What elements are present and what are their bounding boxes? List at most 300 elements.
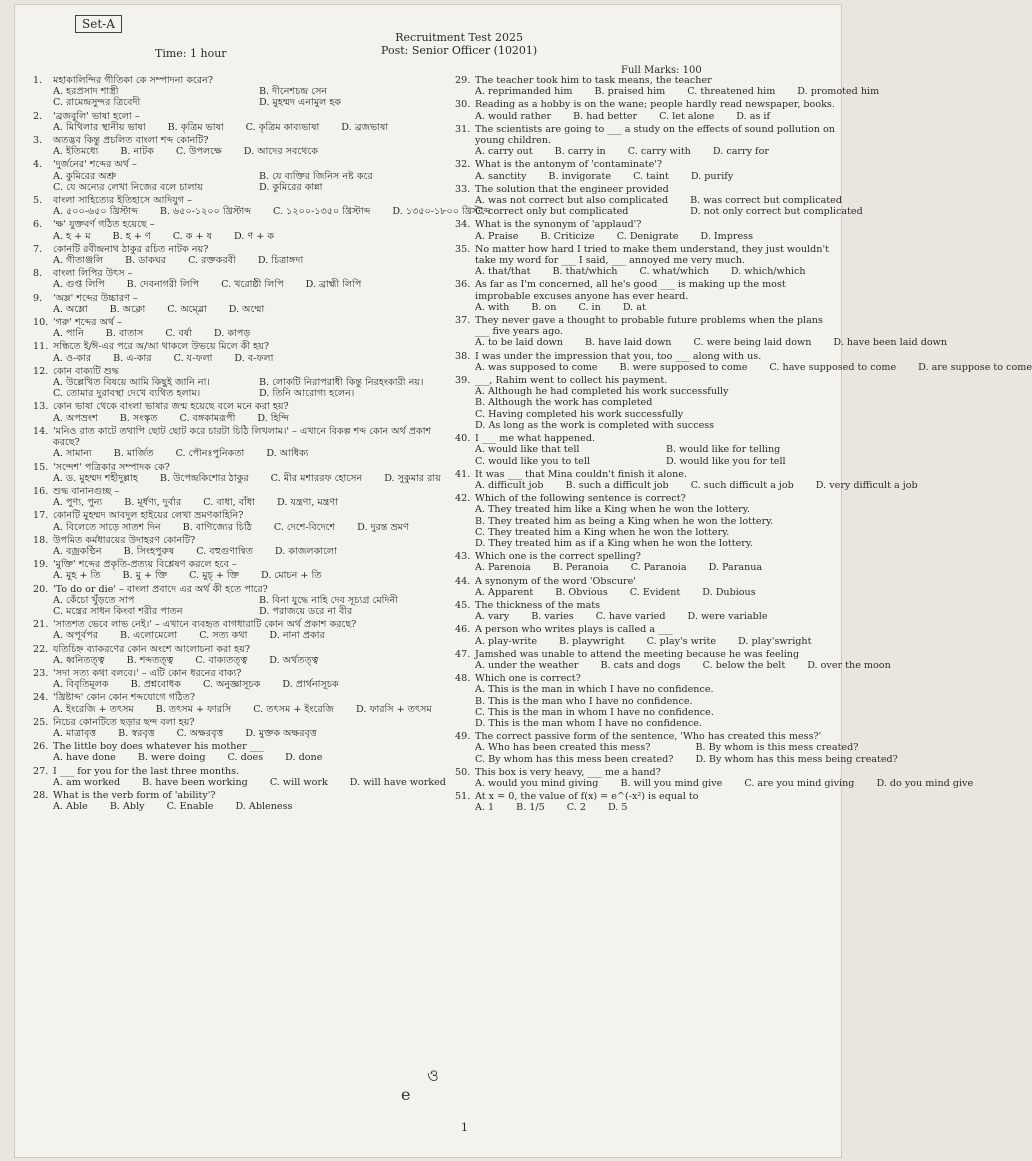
question-stem	[455, 351, 835, 362]
question-item	[33, 510, 443, 532]
answer-option: A. ইংরেজি + তৎসম	[53, 703, 134, 715]
answer-option: D. Paranua	[708, 562, 763, 574]
question-text: 'ব্রজবুলি' ভাষা হলো –	[53, 110, 140, 122]
question-stem	[33, 741, 443, 752]
options-row	[455, 444, 835, 466]
question-item	[33, 619, 443, 641]
answer-option: C. would like you to tell	[475, 455, 590, 467]
answer-option: A. ধ্বনিতত্ত্ব	[53, 654, 105, 666]
question-number: 26.	[33, 741, 49, 753]
question-stem	[455, 159, 835, 170]
answer-option: C. play's write	[646, 635, 717, 647]
options-row	[455, 231, 835, 242]
answer-option: B. have been working	[142, 776, 248, 788]
answer-option: B. By whom is this mess created?	[695, 742, 859, 754]
answer-option: C. have supposed to come	[769, 361, 897, 373]
answer-option: A. reprimanded him	[475, 86, 573, 98]
question-stem	[455, 600, 835, 611]
options-row	[455, 337, 947, 349]
answer-option: B. 1/5	[516, 802, 545, 814]
question-text: 'মনিও রাত কাটে তথাপি ছোট ছোট করে চারটা চিঠি লিখলাম।' – এখানে বিকল্প শব্দ কোন অর্থ প্রকাশ করছে?	[53, 425, 432, 449]
question-item	[455, 375, 835, 431]
answer-option: C. ১২০০-১৩৫০ খ্রিস্টাব্দ	[273, 206, 371, 218]
question-item	[33, 317, 443, 339]
question-item	[33, 244, 443, 266]
question-stem	[33, 135, 443, 146]
question-number: 15.	[33, 461, 49, 473]
options-row	[455, 302, 835, 313]
answer-option: A. Who has been created this mess?	[475, 742, 651, 754]
question-number: 18.	[33, 534, 49, 546]
options-row	[33, 630, 443, 641]
question-stem	[455, 244, 835, 266]
answer-option: A. পানি	[53, 328, 84, 340]
question-number: 43.	[455, 551, 471, 563]
question-item	[455, 350, 1032, 373]
question-stem	[33, 535, 443, 546]
answer-option: B. were supposed to come	[619, 361, 748, 373]
question-number: 9.	[33, 292, 43, 304]
question-item	[455, 244, 835, 278]
answer-option: C. Paranoia	[630, 562, 687, 574]
question-number: 46.	[455, 624, 471, 636]
answer-option: C. বাধা, বাঁধা	[203, 497, 255, 509]
answer-option: D. As long as the work is completed with success	[475, 419, 715, 431]
exam-title	[381, 31, 537, 57]
answer-option: C. This is the man in whom I have no confidence.	[475, 706, 714, 718]
answer-option: A. that/that	[475, 266, 531, 278]
answer-option: B. বাতাস	[105, 328, 144, 340]
options-row	[33, 595, 443, 617]
options-row	[33, 704, 443, 715]
answer-option: A. was supposed to come	[475, 361, 598, 373]
question-number: 35.	[455, 243, 471, 255]
answer-option: D. ফারসি + তৎসম	[356, 703, 432, 715]
exam-sheet	[14, 4, 1032, 1158]
answer-option: D. They treated him as if a King when he won the lottery.	[475, 537, 754, 549]
options-row	[455, 684, 835, 729]
question-text: I was under the impression that you, too ___ along with us.	[475, 350, 762, 362]
question-stem	[455, 551, 835, 562]
answer-option: A. Although he had completed his work successfully	[475, 386, 729, 398]
question-stem	[33, 644, 443, 655]
options-row	[33, 752, 443, 763]
question-stem	[33, 366, 443, 377]
answer-option: D. ১৩৫০-১৮০০ খ্রিস্টাব্দ	[392, 206, 491, 218]
answer-option: D. সুকুমার রায়	[384, 472, 441, 484]
question-item	[455, 468, 918, 491]
question-item	[33, 741, 443, 763]
answer-option: C. below the belt	[702, 659, 786, 671]
answer-option: C. threatened him	[687, 86, 776, 98]
answer-option: B. have laid down	[584, 337, 672, 349]
question-number: 51.	[455, 791, 471, 803]
question-number: 25.	[33, 716, 49, 728]
question-number: 16.	[33, 485, 49, 497]
question-stem	[33, 75, 443, 86]
answer-option: C. 2	[566, 802, 586, 814]
question-number: 42.	[455, 493, 471, 505]
answer-option: C. মুচ্ + ক্তি	[189, 570, 239, 582]
question-text: They never gave a thought to probable future problems when the plans ___ five years ago.	[475, 315, 823, 338]
question-stem	[455, 649, 835, 660]
post-line: Post: Senior Officer (10201)	[381, 44, 538, 57]
question-number: 11.	[33, 341, 49, 353]
question-item	[455, 551, 835, 573]
answer-option: C. They treated him a King when he won the lottery.	[475, 526, 730, 538]
options-row	[455, 504, 835, 549]
answer-option: A. হরপ্রসাদ শাস্ত্রী	[53, 86, 119, 98]
answer-option: C. in	[578, 301, 601, 313]
question-stem	[455, 673, 835, 684]
answer-option: A. কুমিরের অশ্রু	[53, 170, 116, 182]
question-number: 48.	[455, 673, 471, 685]
options-row	[33, 279, 443, 290]
question-text: কোন ভাষা থেকে বাংলা ভাষার জন্ম হয়েছে বলে মনে করা হয়?	[53, 401, 289, 413]
question-number: 38.	[455, 350, 471, 362]
answer-option: B. Although the work has completed	[475, 397, 653, 409]
question-stem	[455, 731, 835, 742]
answer-option: C. carry with	[627, 146, 691, 158]
answer-option: D. Ableness	[235, 801, 293, 813]
answer-option: B. that/which	[552, 266, 618, 278]
options-row	[33, 86, 443, 108]
question-stem	[33, 341, 443, 352]
answer-option: C. let alone	[659, 110, 715, 122]
answer-option: A. ও-কার	[53, 352, 92, 364]
answer-option: A. বিবৃতিমূলক	[53, 679, 109, 691]
options-row	[455, 659, 891, 671]
answer-option: C. Denigrate	[616, 230, 679, 242]
question-stem	[455, 219, 835, 230]
options-row	[33, 255, 443, 266]
answer-option: A. ইতিমধ্যে	[53, 146, 99, 158]
answer-option: B. অক্লো	[109, 303, 146, 315]
answer-option: A. sanctity	[475, 170, 527, 182]
answer-option: C. রামেন্দ্রসুন্দর ত্রিবেদী	[53, 97, 141, 109]
answer-option: D. as if	[736, 110, 771, 122]
question-number: 30.	[455, 99, 471, 111]
question-item	[455, 576, 835, 598]
answer-option: B. প্রশ্নবোধক	[130, 679, 182, 691]
question-text: 'To do or die' – বাংলা প্রবাদে এর অর্থ কী হতে পারে?	[53, 583, 268, 595]
question-text: The correct passive form of the sentence, 'Who has created this mess?'	[475, 731, 822, 743]
answer-option: A. under the weather	[475, 659, 579, 671]
question-number: 1.	[33, 75, 43, 86]
answer-option: D. মুহম্মদ এনামুল হক	[259, 97, 342, 109]
answer-option: A. ৫০০-৬৫০ খ্রিস্টাব্দ	[53, 206, 138, 218]
answer-option: C. অনুজ্ঞাসূচক	[203, 679, 261, 691]
question-number: 45.	[455, 599, 471, 611]
answer-option: C. অম্ব্লো	[167, 303, 207, 315]
answer-option: A. play-write	[475, 635, 538, 647]
answer-option: C. তোমার দুরাবস্থা দেখে ব্যথিত হলাম।	[53, 388, 201, 400]
question-text: At x = 0, the value of f(x) = e^(-x²) is equal to	[475, 791, 699, 803]
question-text: What is the antonym of 'contaminate'?	[475, 159, 663, 171]
options-row	[455, 266, 835, 277]
answer-option: A. vary	[475, 611, 510, 623]
options-row	[33, 171, 443, 193]
question-text: 'অম্ল' শব্দের উচ্চারণ –	[53, 292, 138, 304]
answer-option: C. such difficult a job	[690, 479, 794, 491]
answer-option: A. সামান্য	[53, 448, 92, 460]
answer-option: D. ণ + ক	[233, 230, 275, 242]
question-stem	[33, 426, 443, 448]
answer-option: A. কেঁচো খুঁড়তে সাপ	[53, 594, 135, 606]
question-item	[33, 401, 443, 423]
answer-option: D. অম্মো	[228, 303, 265, 315]
answer-option: A. They treated him like a King when he won the lottery.	[475, 504, 750, 516]
answer-option: B. এলোমেলো	[119, 630, 178, 642]
answer-option: A. was not correct but also complicated	[475, 195, 669, 207]
question-stem	[33, 111, 443, 122]
options-row	[33, 353, 443, 364]
question-number: 12.	[33, 365, 49, 377]
question-stem	[455, 493, 835, 504]
answer-option: D. done	[285, 752, 323, 764]
question-number: 28.	[33, 789, 49, 801]
question-item	[33, 584, 443, 618]
question-stem	[33, 619, 443, 630]
question-number: 34.	[455, 219, 471, 231]
answer-option: A. with	[475, 301, 510, 313]
question-item	[455, 731, 898, 765]
answer-option: B. এ-কার	[113, 352, 152, 364]
question-text: What is the synonym of 'applaud'?	[475, 219, 642, 231]
answer-option: D. Impress	[700, 230, 754, 242]
question-item	[33, 486, 443, 508]
answer-option: D. যন্ত্রণা, মন্ত্রণা	[277, 497, 338, 509]
answer-option: D. do you mind give	[876, 777, 974, 789]
question-text: 'মুক্তি' শব্দের প্রকৃতি-প্রত্যয় বিশ্লেষণ করলে হবে –	[53, 559, 237, 571]
answer-option: D. দুরন্ত ভ্রমণ	[357, 521, 409, 533]
question-item	[455, 99, 835, 121]
question-stem	[455, 375, 835, 386]
answer-option: B. had better	[573, 110, 638, 122]
options-row	[455, 562, 835, 573]
answer-option: C. ক + ষ	[172, 230, 212, 242]
answer-option: C. দেশে-বিদেশে	[273, 521, 336, 533]
answer-option: B. This is the man who I have no confidence.	[475, 695, 693, 707]
answer-option: D. তিনি আরোগ্য হলেন।	[259, 388, 355, 400]
options-row	[33, 413, 443, 424]
options-row	[33, 304, 443, 315]
question-item	[33, 75, 443, 109]
options-row	[455, 86, 880, 98]
question-stem	[33, 717, 443, 728]
title-line: Recruitment Test 2025	[395, 31, 523, 44]
page-number: 1	[461, 1121, 468, 1134]
options-row	[33, 728, 443, 739]
answer-option: D. মুক্তক অক্ষরবৃত্ত	[245, 727, 317, 739]
question-stem	[33, 668, 443, 679]
question-item	[455, 493, 835, 549]
answer-option: C. উপলক্ষে	[175, 146, 222, 158]
question-stem	[33, 462, 443, 473]
answer-option: B. দীনেশচন্দ্র সেন	[259, 86, 328, 98]
answer-option: D. আদের সবথেকে	[243, 146, 318, 158]
answer-option: C. Evident	[629, 586, 681, 598]
answer-option: B. বিনা যুদ্ধে নাহি দেব সূচ্যগ্র মেদিনী	[259, 594, 398, 606]
answer-option: D. would like you for tell	[666, 455, 786, 467]
answer-option: B. বাণিজ্যের চিঠি	[182, 521, 252, 533]
answer-option: A. বিলেতে সাড়ে সাতশ দিন	[53, 521, 161, 533]
question-number: 23.	[33, 667, 49, 679]
question-text: কোনটি মুহম্মদ আবদুল হাইয়ের লেখা ভ্রমণকাহিনি?	[53, 510, 244, 522]
answer-option: B. যে ব্যক্তির জিনিস নষ্ট করে	[259, 170, 373, 182]
question-number: 20.	[33, 583, 49, 595]
answer-option: B. মার্জিত	[113, 448, 154, 460]
full-marks: Full Marks: 100	[621, 65, 702, 76]
options-row	[455, 171, 835, 182]
options-row	[455, 195, 863, 218]
question-number: 47.	[455, 648, 471, 660]
question-stem	[33, 159, 443, 170]
question-stem	[455, 315, 835, 337]
options-row	[33, 146, 443, 157]
question-stem	[33, 486, 443, 497]
options-row	[33, 776, 446, 788]
options-row	[33, 448, 443, 459]
question-number: 36.	[455, 279, 471, 291]
question-stem	[33, 559, 443, 570]
options-row	[33, 497, 443, 508]
question-text: 'দুর্জনের' শব্দের অর্থ –	[53, 159, 137, 171]
answer-option: C. By whom has this mess been created?	[475, 753, 674, 765]
answer-option: C. অক্ষরবৃত্ত	[176, 727, 224, 739]
answer-option: D. at	[622, 301, 646, 313]
question-number: 40.	[455, 433, 471, 445]
question-number: 41.	[455, 468, 471, 480]
question-stem	[455, 279, 835, 301]
options-row	[33, 206, 491, 218]
options-row	[33, 679, 443, 690]
answer-option: C. সত্য কথা	[199, 630, 248, 642]
answer-option: D. not only correct but complicated	[690, 206, 863, 218]
question-number: 8.	[33, 268, 43, 280]
handwritten-mark: e	[401, 1085, 411, 1104]
question-item	[455, 75, 880, 98]
question-number: 4.	[33, 159, 43, 171]
options-row	[455, 636, 835, 647]
answer-option: D. will have worked	[349, 776, 446, 788]
question-text: কোন বাক্যটি শুদ্ধ	[53, 365, 120, 377]
answer-option: B. varies	[531, 611, 574, 623]
question-text: 'ক্ষ' যুক্তবর্ণ গঠিত হয়েছে –	[53, 219, 155, 231]
answer-option: B. Ably	[109, 801, 145, 813]
question-text: ___, Rahim went to collect his payment.	[475, 375, 668, 387]
question-stem	[455, 624, 835, 635]
question-text: The solution that the engineer provided	[475, 183, 669, 195]
answer-option: A. would you mind giving	[475, 777, 599, 789]
answer-option: B. নাটক	[120, 146, 154, 158]
answer-option: B. on	[531, 301, 557, 313]
answer-option: B. would like for telling	[666, 444, 781, 456]
answer-option: B. were doing	[137, 752, 206, 764]
question-text: No matter how hard I tried to make them understand, they just wouldn't take my word for ___ I said, ___ annoyed me very much.	[475, 243, 829, 267]
question-stem	[455, 433, 835, 444]
options-row	[33, 122, 443, 133]
question-item	[455, 433, 835, 467]
answer-option: C. য-ফলা	[173, 352, 213, 364]
answer-option: A. অপভ্রংশ	[53, 412, 98, 424]
question-item	[33, 790, 443, 812]
answer-option: B. তৎসম + ফারসি	[155, 703, 232, 715]
answer-option: B. কৃত্রিম ভাষা	[167, 121, 224, 133]
answer-option: C. মন্ত্রের সাধন কিংবা শরীর পাতন	[53, 605, 183, 617]
question-stem	[33, 195, 443, 206]
answer-option: C. does	[227, 752, 264, 764]
question-stem	[33, 510, 443, 521]
answer-option: A. have done	[53, 752, 116, 764]
answer-option: B. such a difficult job	[565, 479, 669, 491]
options-row	[455, 587, 835, 598]
question-item	[33, 341, 443, 363]
answer-option: D. are suppose to come	[918, 361, 1032, 373]
question-stem	[33, 401, 443, 412]
options-row	[455, 611, 835, 622]
answer-option: C. পৌনঃপুনিকতা	[175, 448, 245, 460]
question-stem	[455, 184, 835, 195]
answer-option: D. promoted him	[797, 86, 880, 98]
answer-option: D. কাজলকালো	[274, 545, 337, 557]
answer-option: D. Dubious	[702, 586, 756, 598]
answer-option: D. ব-ফলা	[234, 352, 274, 364]
answer-option: D. নানা প্রকার	[269, 630, 325, 642]
answer-option: B. Obvious	[555, 586, 608, 598]
question-number: 10.	[33, 317, 49, 329]
question-text: যতিচিহ্ন ব্যাকরণের কোন অংশে আলোচনা করা হয়?	[53, 643, 251, 655]
question-number: 39.	[455, 375, 471, 387]
answer-option: A. to be laid down	[475, 337, 563, 349]
question-stem	[455, 124, 835, 146]
answer-option: C. মীর মশাররফ হোসেন	[270, 472, 363, 484]
question-text: The little boy does whatever his mother ___	[53, 741, 265, 753]
answer-option: D. মোচন + তি	[260, 570, 322, 582]
question-text: The scientists are going to ___ a study on the effects of sound pollution on young children.	[475, 123, 835, 147]
answer-option: C. তৎসম + ইংরেজি	[253, 703, 334, 715]
answer-option: C. were being laid down	[693, 337, 812, 349]
answer-option: C. কৃত্রিম কাব্যভাষা	[245, 121, 320, 133]
question-text: Which one is correct?	[475, 673, 581, 685]
options-row	[455, 361, 1032, 373]
answer-option: C. রক্তকরবী	[188, 255, 236, 267]
options-row	[33, 473, 443, 484]
answer-option: B. শব্দতত্ত্ব	[126, 654, 174, 666]
question-text: নিচের কোনটিতে ছড়ার ছন্দ বলা হয়?	[53, 716, 195, 728]
question-number: 14.	[33, 425, 49, 437]
answer-option: B. playwright	[559, 635, 625, 647]
question-text: 'গরু' শব্দের অর্থ –	[53, 317, 122, 329]
question-number: 21.	[33, 619, 49, 631]
answer-option: C. correct only but complicated	[475, 206, 629, 218]
answer-option: C. বহুগুণান্বিত	[196, 545, 253, 557]
question-item	[33, 135, 443, 157]
question-item	[33, 268, 443, 290]
question-item	[455, 315, 947, 349]
question-text: The thickness of the mats	[475, 599, 601, 611]
answer-option: D. By whom has this mess being created?	[695, 753, 898, 765]
answer-option: D. over the moon	[807, 659, 891, 671]
question-number: 19.	[33, 559, 49, 571]
question-number: 44.	[455, 575, 471, 587]
question-item	[455, 648, 891, 671]
answer-option: D. carry for	[712, 146, 769, 158]
question-stem	[33, 293, 443, 304]
answer-option: A. উল্লেখিত বিষয়ে আমি কিছুই জানি না।	[53, 377, 210, 389]
question-item	[33, 559, 443, 581]
options-row	[33, 655, 443, 666]
